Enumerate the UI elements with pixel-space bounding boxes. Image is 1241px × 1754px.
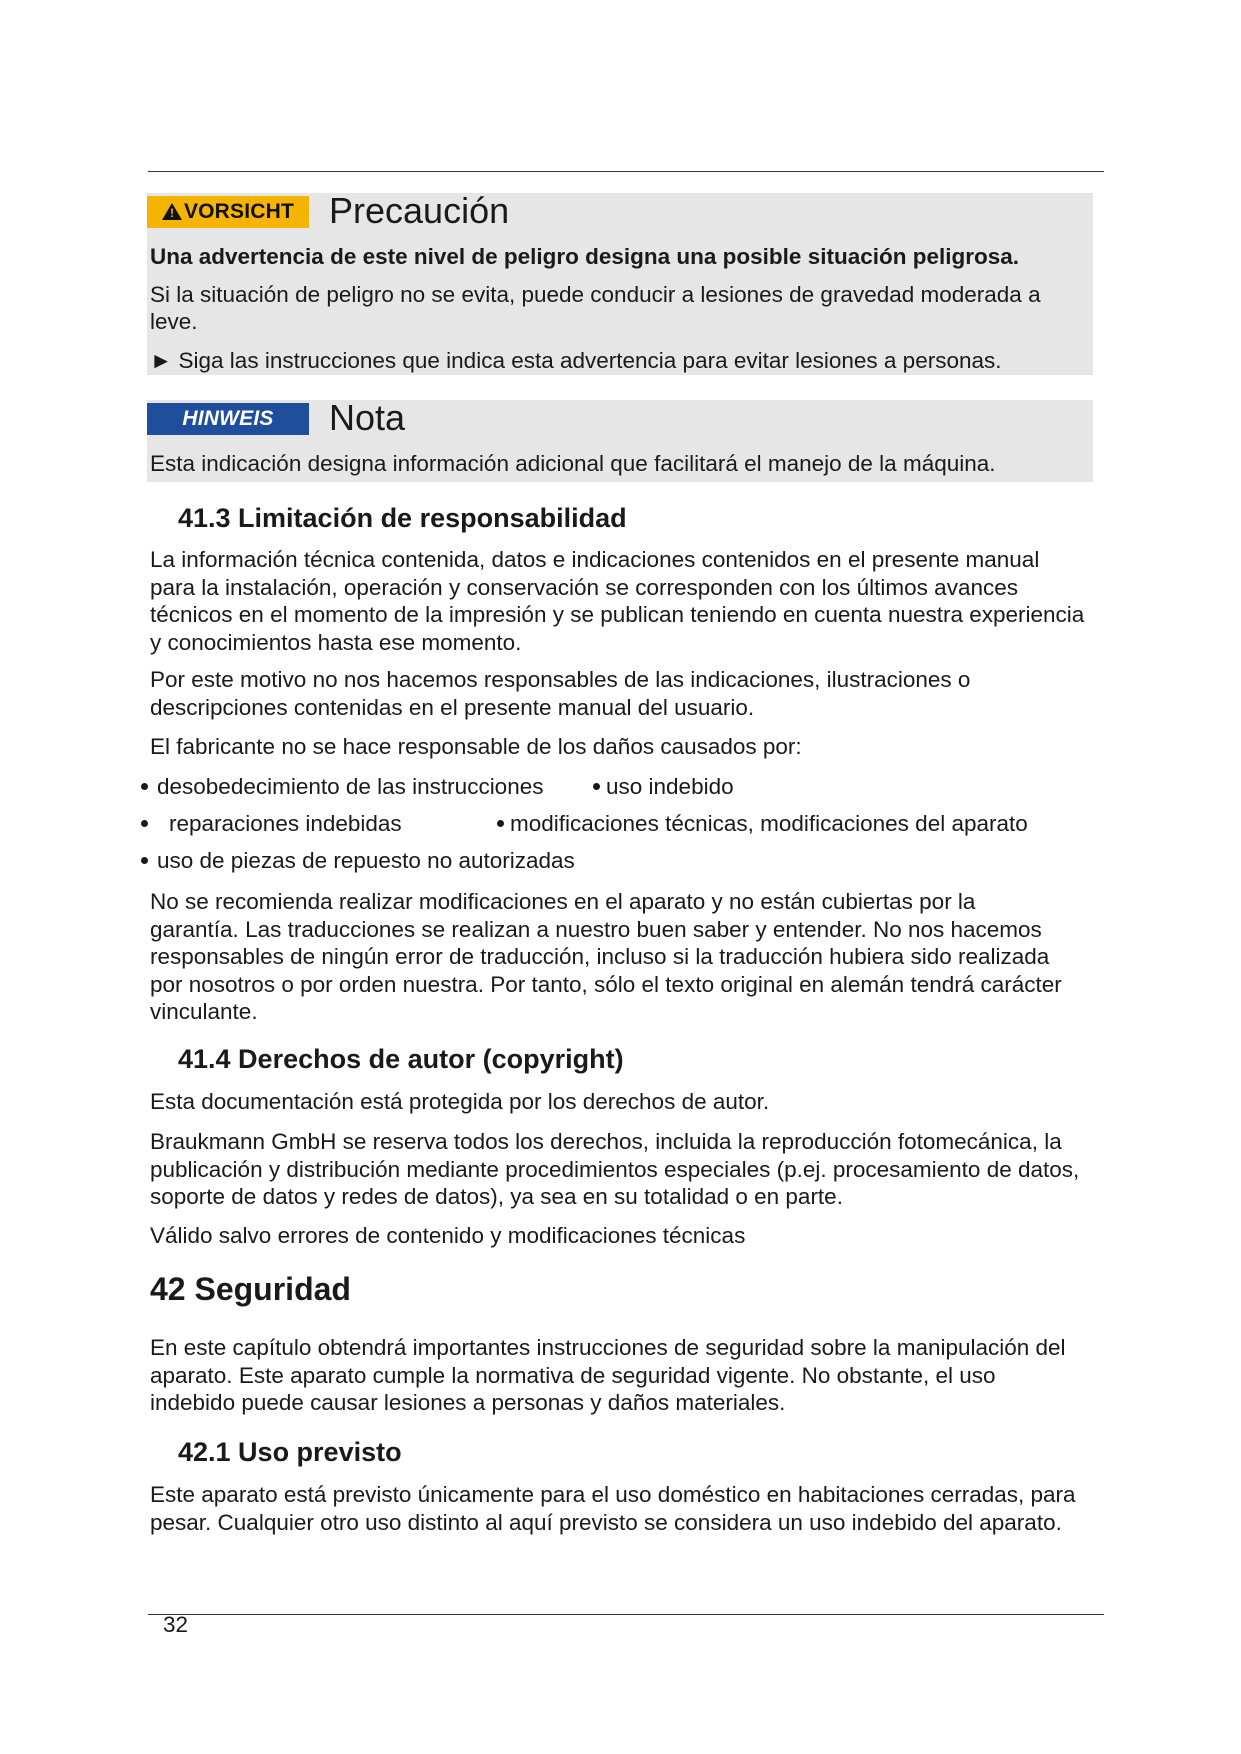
note-title: Nota [329,397,406,438]
bullet-icon [497,820,504,827]
bullet-icon [141,783,148,790]
caution-text: Si la situación de peligro no se evita, puede conducir a lesiones de gravedad moderada a leve. [150,282,1041,334]
paragraph: Este aparato está previsto únicamente para el uso doméstico en habitaciones cerradas, para pesar. Cualquier otro uso distinto al aquí previsto se considera un uso indebido del aparato. [150,1482,1076,1535]
list-item: modificaciones técnicas, modificaciones del aparato [497,810,1028,837]
list-item: desobedecimiento de las instrucciones [141,773,543,800]
heading-42: 42 Seguridad [150,1271,351,1307]
heading-42-1: 42.1 Uso previsto [178,1437,402,1467]
vorsicht-badge [147,196,309,228]
note-box [147,397,1093,482]
paragraph: La información técnica contenida, datos e indicaciones contenidos en el presente manual para la instalación, operación y conservación se corresponden con los últimos avances técnicos en el momento de la impresión y se publican teniendo en cuenta nuestra experiencia y conocimientos hasta ese momento. [150,547,1085,655]
list-item: reparaciones indebidas [141,810,402,837]
warning-triangle-icon [162,203,182,220]
list-item: uso de piezas de repuesto no autorizadas [141,847,575,874]
caution-instruction: ► Siga las instrucciones que indica esta advertencia para evitar lesiones a personas. [150,348,1002,373]
heading-41-3: 41.3 Limitación de responsabilidad [178,503,627,533]
paragraph: Por este motivo no nos hacemos responsables de las indicaciones, ilustraciones o descripciones contenidas en el presente manual del usuario. [150,667,971,720]
caution-title: Precaución [329,190,510,231]
paragraph: Braukmann GmbH se reserva todos los derechos, incluida la reproducción fotomecánica, la publicación y distribución mediante procedimientos especiales (p.ej. procesamiento de datos, soporte de datos y redes de datos), ya sea en su totalidad o en parte. [150,1129,1080,1209]
list-item: uso indebido [593,773,734,800]
bullet-icon [593,783,600,790]
vorsicht-badge-label: VORSICHT [183,200,295,223]
header-rule [148,171,1104,172]
paragraph: Esta documentación está protegida por los derechos de autor. [150,1089,770,1114]
page-number: 32 [163,1612,189,1637]
hinweis-badge: HINWEIS [147,403,309,435]
paragraph: El fabricante no se hace responsable de los daños causados por: [150,734,802,759]
caution-box [147,190,1093,375]
paragraph: En este capítulo obtendrá importantes instrucciones de seguridad sobre la manipulación del aparato. Este aparato cumple la normativa de seguridad vigente. No obstante, el uso indebido puede causar lesiones a personas y daños materiales. [150,1335,1066,1415]
paragraph: Válido salvo errores de contenido y modificaciones técnicas [150,1223,746,1248]
note-text: Esta indicación designa información adicional que facilitará el manejo de la máquina. [150,451,996,476]
paragraph: No se recomienda realizar modificaciones en el aparato y no están cubiertas por la garantía. Las traducciones se realizan a nuestro buen saber y entender. No nos hacemos responsables de ningún error de traducción, incluso si la traducción hubiera sido realizada por nosotros o por orden nuestra. Por tanto, sólo el texto original en alemán tendrá carácter vinculante. [150,889,1062,1024]
footer-rule [148,1614,1104,1615]
bullet-icon [141,820,148,827]
heading-41-4: 41.4 Derechos de autor (copyright) [178,1044,624,1074]
bullet-icon [141,857,148,864]
caution-bold-line: Una advertencia de este nivel de peligro designa una posible situación peligrosa. [150,244,1019,269]
